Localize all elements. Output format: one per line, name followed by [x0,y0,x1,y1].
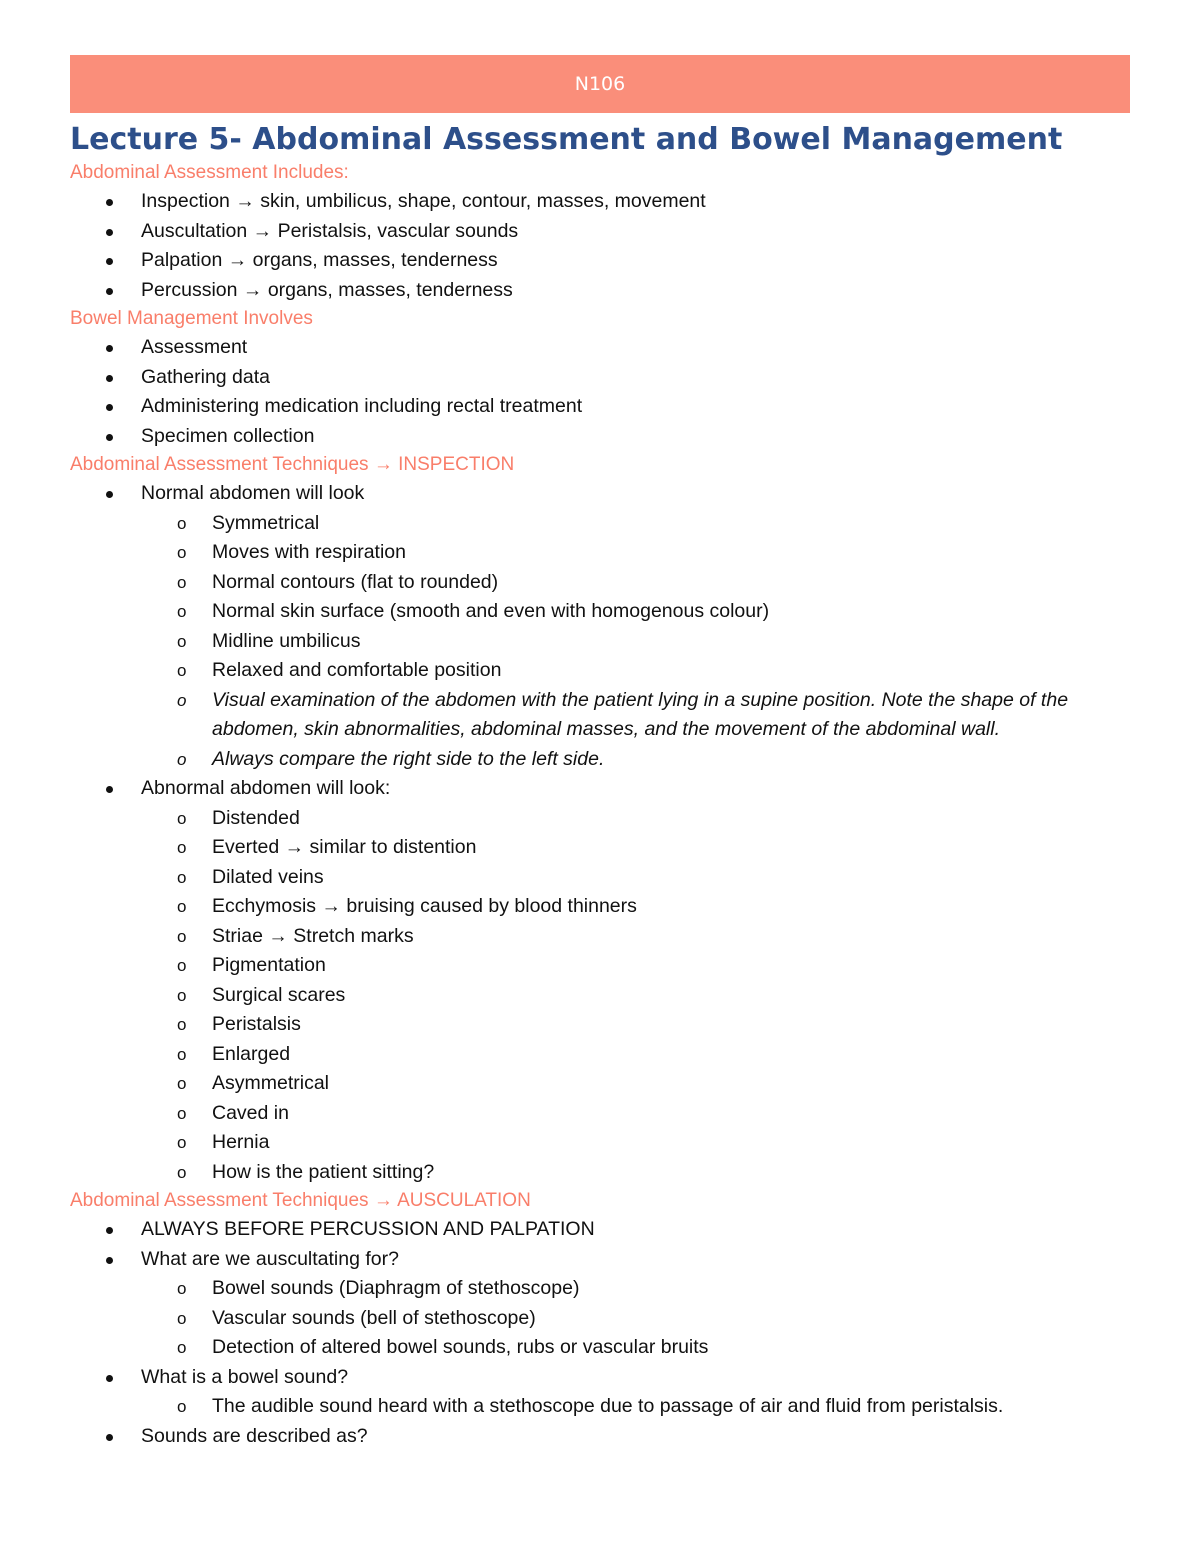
section-heading-assessment-includes: Abdominal Assessment Includes: [70,162,349,183]
sub-list-item: o How is the patient sitting? [70,1158,1130,1188]
arrow-icon: → [252,219,273,242]
arrow-icon: → [284,836,305,858]
list-item: Normal abdomen will look [70,479,1130,509]
sub-list-item: o Pigmentation [70,951,1130,981]
page-title: Lecture 5- Abdominal Assessment and Bowel Management [70,122,1063,157]
list-item: Administering medication including rectal treatment [70,392,1130,422]
sub-list-item: o Bowel sounds (Diaphragm of stethoscope) [70,1274,1130,1304]
bowel-management-list [70,333,1130,451]
assessment-includes-list [70,187,1130,305]
list-item: Auscultation → Peristalsis, vascular sounds [70,217,1130,247]
section-heading-ausculation: Abdominal Assessment Techniques → AUSCULATION [70,1190,531,1211]
sub-list-item: o Normal skin surface (smooth and even with homogenous colour) [70,597,1130,627]
arrow-icon: → [235,190,255,212]
sub-list-item: o Enlarged [70,1040,1130,1070]
section-heading-bowel-management: Bowel Management Involves [70,308,313,329]
sub-list-item: o Always compare the right side to the left side. [70,745,1130,775]
sub-list-item: o Surgical scares [70,981,1130,1011]
sub-list-item: o Moves with respiration [70,538,1130,568]
ausculation-list [70,1215,1130,1451]
header-band [70,55,1130,113]
arrow-icon: → [268,924,288,947]
sub-list-item: o Striae → Stretch marks [70,922,1130,952]
sub-list-item: o Symmetrical [70,509,1130,539]
list-item: Abnormal abdomen will look: [70,774,1130,804]
sub-list-item: o Dilated veins [70,863,1130,893]
inspection-list [70,479,1130,1187]
list-item: Palpation → organs, masses, tenderness [70,246,1130,276]
sub-list-item: o Vascular sounds (bell of stethoscope) [70,1304,1130,1334]
document-page [70,55,1130,1451]
list-item: What are we auscultating for? [70,1245,1130,1275]
sub-list-item: o Distended [70,804,1130,834]
list-item: Gathering data [70,363,1130,393]
arrow-icon: → [373,1190,393,1211]
list-item: ALWAYS BEFORE PERCUSSION AND PALPATION [70,1215,1130,1245]
list-item: What is a bowel sound? [70,1363,1130,1393]
arrow-icon: → [373,454,393,475]
sub-list-item: o Normal contours (flat to rounded) [70,568,1130,598]
list-item: Sounds are described as? [70,1422,1130,1452]
section-heading-inspection: Abdominal Assessment Techniques → INSPECTION [70,454,515,475]
sub-list-item: o Caved in [70,1099,1130,1129]
course-code: N106 [574,73,626,95]
list-item: Specimen collection [70,422,1130,452]
sub-list-item: o Peristalsis [70,1010,1130,1040]
sub-list-item: o Midline umbilicus [70,627,1130,657]
sub-list-item: o Asymmetrical [70,1069,1130,1099]
sub-list-item: o Relaxed and comfortable position [70,656,1130,686]
list-item: Inspection → skin, umbilicus, shape, contour, masses, movement [70,187,1130,217]
arrow-icon: → [227,249,248,271]
arrow-icon: → [321,895,341,917]
sub-list-item: o Visual examination of the abdomen with the patient lying in a supine position. Note the shape of the abdomen, skin abnormalities, abdominal masses, and the movement of the abdominal wall. [70,686,1130,745]
arrow-icon: → [242,278,263,301]
sub-list-item: o The audible sound heard with a stethoscope due to passage of air and fluid from peristalsis. [70,1392,1130,1422]
sub-list-item: o Ecchymosis → bruising caused by blood thinners [70,892,1130,922]
sub-list-item: o Detection of altered bowel sounds, rubs or vascular bruits [70,1333,1130,1363]
sub-list-item: o Hernia [70,1128,1130,1158]
sub-list-item: o Everted → similar to distention [70,833,1130,863]
list-item: Percussion → organs, masses, tenderness [70,276,1130,306]
list-item: Assessment [70,333,1130,363]
